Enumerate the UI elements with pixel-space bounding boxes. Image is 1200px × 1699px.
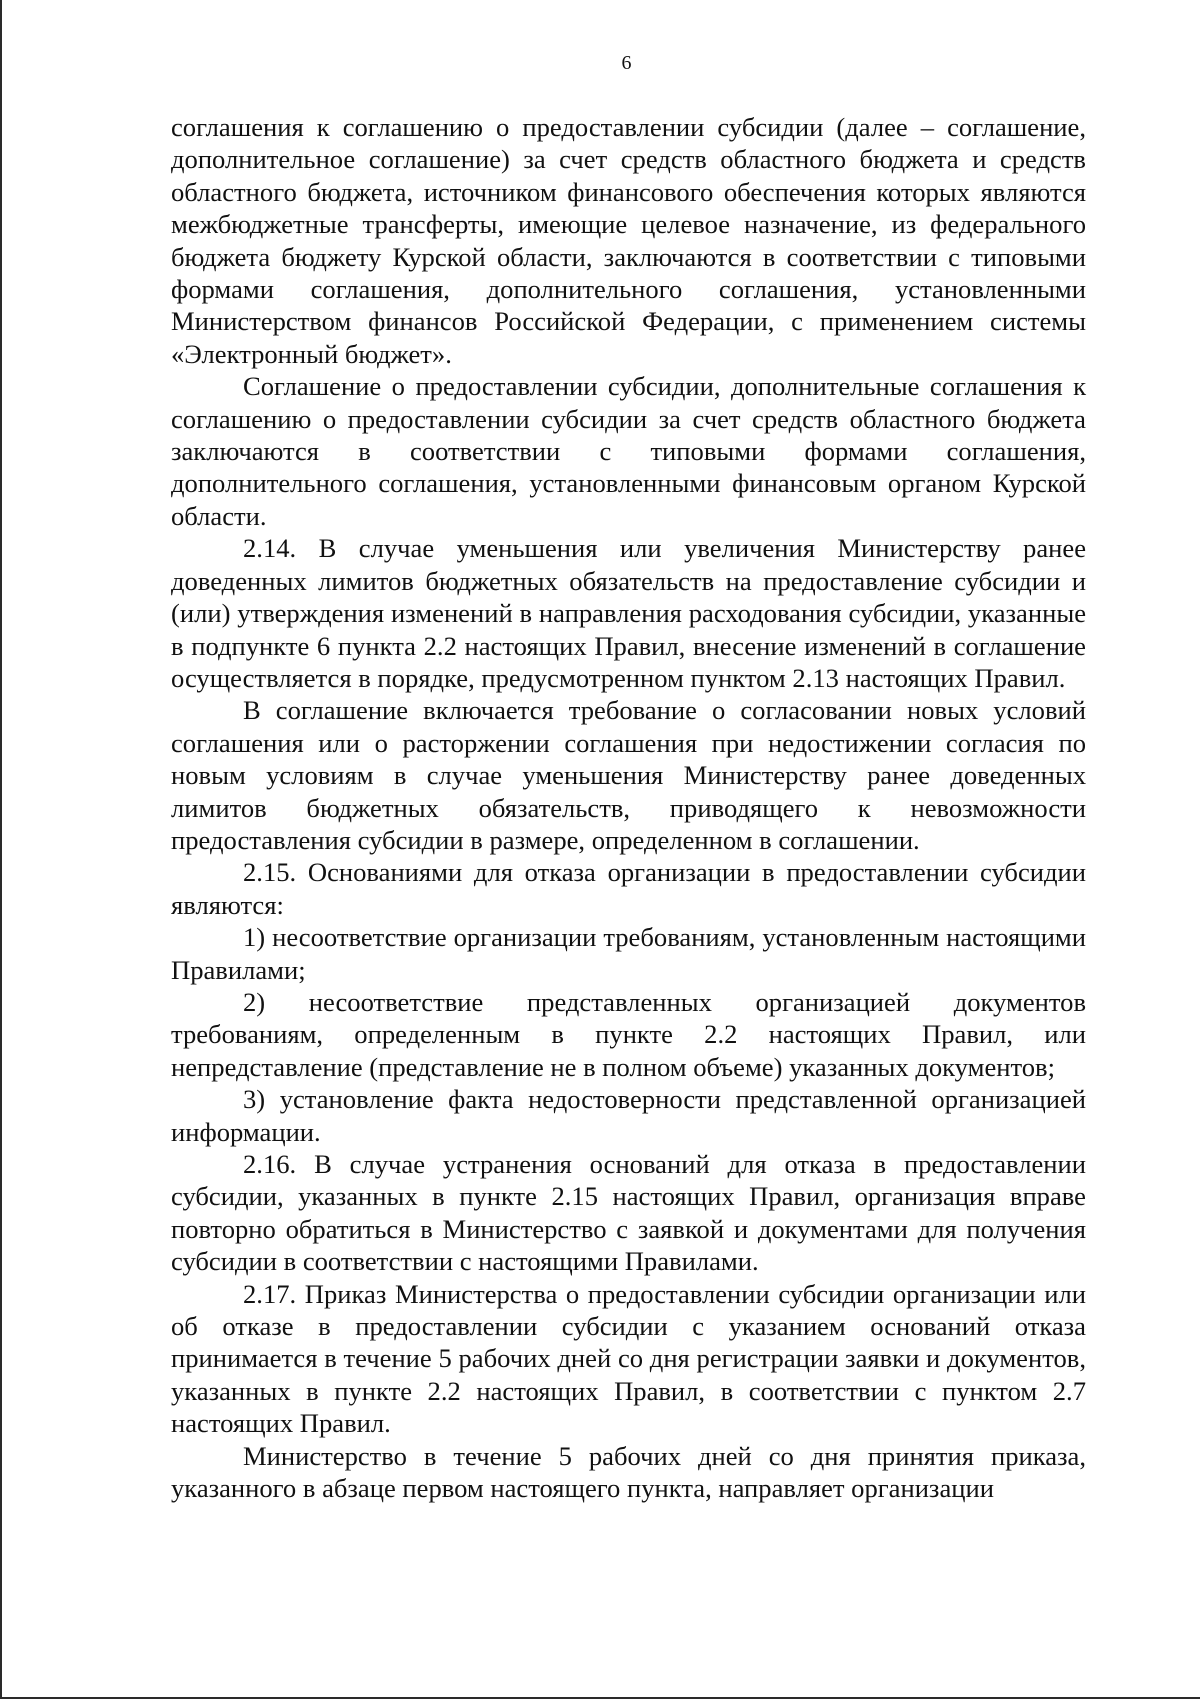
paragraph-agreement-continuation: соглашения к соглашению о предоставлении субсидии (далее – соглашение, дополнительное соглашение) за счет средств областного бюджета и средств областного бюджета, источником финансового обеспечения которых являются межбюджетные трансферты, имеющие целевое назначение, из федерального бюджета бюджету Курской области, заключаются в соответствии с типовыми формами соглашения, дополнительного соглашения, установленными Министерством финансов Российской Федерации, с применением системы «Электронный бюджет». — [171, 112, 1086, 369]
paragraph-2-14: 2.14. В случае уменьшения или увеличения Министерству ранее доведенных лимитов бюджетных обязательств на предоставление субсидии и (или) утверждения изменений в направления расходования субсидии, указанные в подпункте 6 пункта 2.2 настоящих Правил, внесение изменений в соглашение осуществляется в порядке, предусмотренном пунктом 2.13 настоящих Правил. — [171, 533, 1086, 693]
scan-left-edge — [0, 0, 2, 1699]
list-item-2-15-1: 1) несоответствие организации требованиям, установленным настоящими Правилами; — [171, 922, 1086, 985]
page-number: 6 — [621, 52, 632, 74]
paragraph-2-16: 2.16. В случае устранения оснований для отказа в предоставлении субсидии, указанных в пункте 2.15 настоящих Правил, организация вправе повторно обратиться в Министерство с заявкой и документами для получения субсидии в соответствии с настоящими Правилами. — [171, 1149, 1086, 1277]
document-body — [171, 111, 1086, 1504]
paragraph-2-17-notification: Министерство в течение 5 рабочих дней со дня принятия приказа, указанного в абзаце первом настоящего пункта, направляет организации — [171, 1440, 1086, 1504]
list-item-2-15-3: 3) установление факта недостоверности представленной организацией информации. — [171, 1084, 1086, 1147]
paragraph-2-14-requirement: В соглашение включается требование о согласовании новых условий соглашения или о расторжении соглашения при недостижении согласия по новым условиям в случае уменьшения Министерству ранее доведенных лимитов бюджетных обязательств, приводящего к невозможности предоставления субсидии в размере, определенном в соглашении. — [171, 695, 1086, 855]
paragraph-agreement-regional: Соглашение о предоставлении субсидии, дополнительные соглашения к соглашению о предоставлении субсидии за счет средств областного бюджета заключаются в соответствии с типовыми формами соглашения, дополнительного соглашения, установленными финансовым органом Курской области. — [171, 371, 1086, 531]
paragraph-2-15: 2.15. Основаниями для отказа организации в предоставлении субсидии являются: — [171, 857, 1086, 920]
list-item-2-15-2: 2) несоответствие представленных организацией документов требованиям, определенным в пункте 2.2 настоящих Правил, или непредставление (представление не в полном объеме) указанных документов; — [171, 986, 1086, 1082]
paragraph-2-17: 2.17. Приказ Министерства о предоставлении субсидии организации или об отказе в предоставлении субсидии с указанием оснований отказа принимается в течение 5 рабочих дней со дня регистрации заявки и документов, указанных в пункте 2.2 настоящих Правил, в соответствии с пунктом 2.7 настоящих Правил. — [171, 1278, 1086, 1439]
